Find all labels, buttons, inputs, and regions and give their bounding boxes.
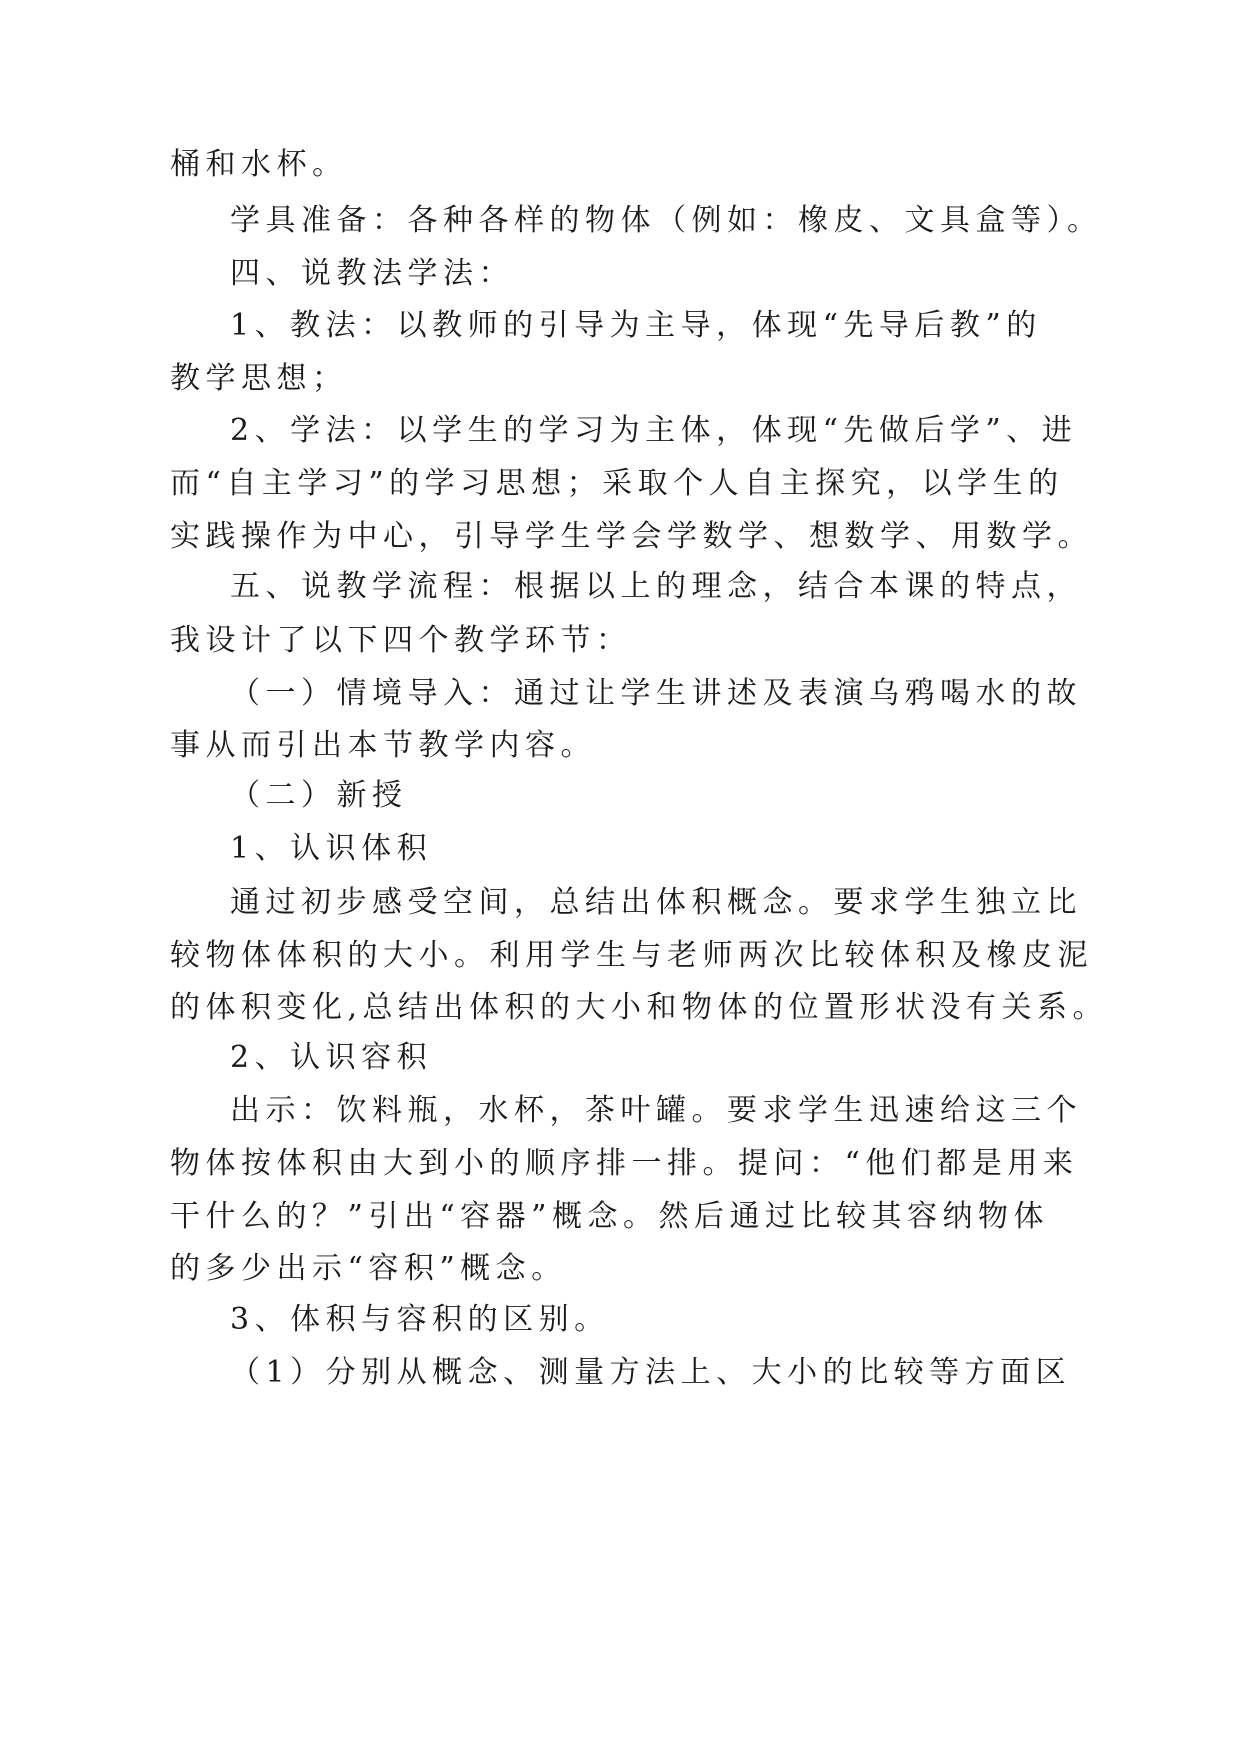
text-line: 较物体体积的大小。利用学生与老师两次比较体积及橡皮泥 (170, 938, 1093, 973)
text-line: （一）情境导入：通过让学生讲述及表演乌鸦喝水的故 (230, 676, 1082, 711)
text-line: 物体按体积由大到小的顺序排一排。提问：“他们都是用来 (170, 1146, 1079, 1181)
text-line: 的体积变化,总结出体积的大小和物体的位置形状没有关系。 (170, 990, 1109, 1025)
text-line: 事从而引出本节教学内容。 (170, 728, 596, 763)
text-line: 实践操作为中心，引导学生学会学数学、想数学、用数学。 (170, 519, 1093, 554)
text-line: （二）新授 (230, 778, 408, 813)
text-line: 而“自主学习”的学习思想；采取个人自主探究，以学生的 (170, 466, 1064, 501)
text-line: 出示：饮料瓶，水杯，茶叶罐。要求学生迅速给这三个 (230, 1093, 1082, 1128)
text-line: 2、认识容积 (230, 1040, 433, 1075)
text-line: 通过初步感受空间，总结出体积概念。要求学生独立比 (230, 885, 1082, 920)
text-line: 教学思想； (170, 361, 348, 396)
text-line: 我设计了以下四个教学环节： (170, 623, 632, 658)
text-line: 四、说教法学法： (230, 256, 514, 291)
text-line: 五、说教学流程：根据以上的理念，结合本课的特点， (230, 569, 1082, 604)
text-line: 桶和水杯。 (170, 147, 348, 182)
text-line: 的多少出示“容积”概念。 (170, 1251, 567, 1286)
text-line: 1、认识体积 (230, 831, 433, 866)
text-line: 1、教法：以教师的引导为主导，体现“先导后教”的 (230, 308, 1042, 343)
text-line: 3、体积与容积的区别。 (230, 1302, 610, 1337)
text-line: 干什么的？”引出“容器”概念。然后通过比较其容纳物体 (170, 1199, 1050, 1234)
text-line: 学具准备：各种各样的物体（例如：橡皮、文具盒等）。 (230, 203, 1103, 238)
text-line: 2、学法：以学生的学习为主体，体现“先做后学”、进 (230, 413, 1078, 448)
text-line: （1）分别从概念、测量方法上、大小的比较等方面区 (230, 1355, 1072, 1390)
